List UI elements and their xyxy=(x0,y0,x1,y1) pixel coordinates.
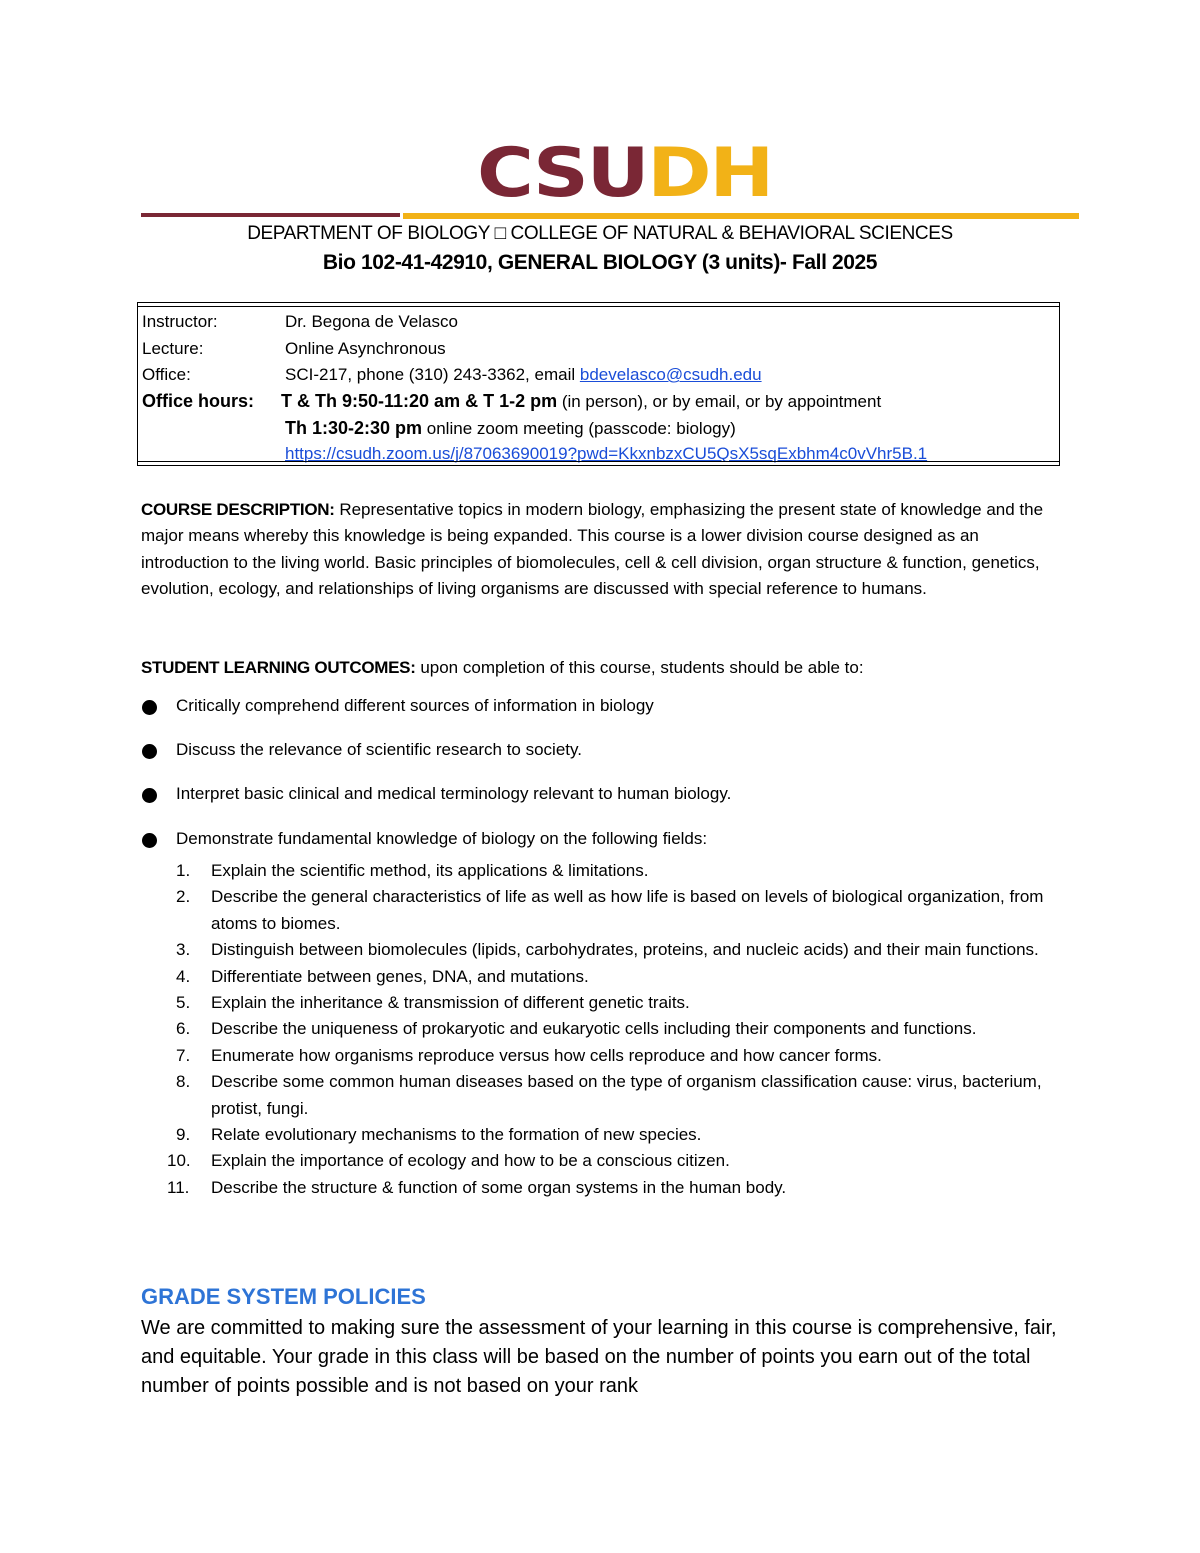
list-item-number: 11. xyxy=(167,1177,190,1197)
list-item xyxy=(141,1043,1061,1069)
office-hours-value xyxy=(281,390,881,413)
list-item-text: Describe the general characteristics of life as well as how life is based on levels of biological organization, from atoms to biomes. xyxy=(211,887,1044,933)
biology-fields-list xyxy=(141,858,1061,1201)
list-item xyxy=(141,1148,1061,1174)
department-line: DEPARTMENT OF BIOLOGY □ COLLEGE OF NATURAL & BEHAVIORAL SCIENCES xyxy=(247,223,953,244)
list-item-text: Explain the scientific method, its applications & limitations. xyxy=(211,861,649,880)
list-item-text: Enumerate how organisms reproduce versus how cells reproduce and how cancer forms. xyxy=(211,1045,882,1065)
grade-system-text: We are committed to making sure the assessment of your learning in this course is comprehensive, fair, and equitable. Your grade in this class will be based on the number of points you earn out of the total number of points possible and is not based on your rank xyxy=(141,1317,1057,1397)
list-item xyxy=(141,858,1061,884)
list-item-number: 1. xyxy=(176,861,191,880)
course-description xyxy=(141,497,1061,603)
list-item xyxy=(141,1069,1061,1122)
office-hours-label: Office hours: xyxy=(142,391,255,411)
list-item xyxy=(141,1122,1061,1148)
bullet-icon xyxy=(142,700,157,715)
list-item-text: Describe the structure & function of some organ systems in the human body. xyxy=(211,1177,787,1197)
list-item-text: Explain the inheritance & transmission of different genetic traits. xyxy=(211,993,690,1013)
list-item-number: 4. xyxy=(176,966,191,986)
course-title: Bio 102-41-42910, GENERAL BIOLOGY (3 units)- Fall 2025 xyxy=(322,251,878,274)
zoom-meeting-link[interactable]: https://csudh.zoom.us/j/87063690019?pwd=KkxnbzxCU5QsX5sqExbhm4c0vVhr5B.1 xyxy=(285,444,928,463)
list-item-text: Describe some common human diseases based on the type of organism classification cause: virus, bacterium, protist, fungi. xyxy=(211,1072,1042,1118)
list-item-number: 9. xyxy=(176,1125,191,1145)
list-item-number: 2. xyxy=(176,887,191,907)
office-label: Office: xyxy=(142,365,191,384)
learning-outcomes-intro-text: upon completion of this course, students should be able to: xyxy=(415,658,864,677)
list-item-number: 5. xyxy=(176,993,191,1013)
lecture-value: Online Asynchronous xyxy=(285,339,446,358)
course-info-box xyxy=(137,302,1060,466)
learning-outcomes-intro xyxy=(141,655,1061,681)
list-item xyxy=(141,990,1061,1016)
bullet-icon xyxy=(142,788,157,803)
list-item-text: Explain the importance of ecology and how to be a conscious citizen. xyxy=(211,1151,730,1171)
list-item xyxy=(141,964,1061,990)
list-item-number: 8. xyxy=(176,1072,191,1092)
list-item-text: Relate evolutionary mechanisms to the formation of new species. xyxy=(211,1125,702,1145)
office-value-text: SCI-217, phone (310) 243-3362, email xyxy=(285,365,580,384)
header-maroon-rule xyxy=(141,213,400,217)
list-item-number: 10. xyxy=(167,1151,191,1171)
list-item xyxy=(141,1016,1061,1042)
header-gold-rule xyxy=(403,213,1079,219)
csudh-logo xyxy=(365,134,847,213)
office-email-link[interactable]: bdevelasco@csudh.edu xyxy=(579,365,762,384)
office-hours-times: T & Th 9:50-11:20 am & T 1-2 pm xyxy=(281,391,558,411)
list-item-text: Differentiate between genes, DNA, and mutations. xyxy=(211,966,589,986)
list-item xyxy=(141,884,1061,937)
outcome-bullet-text: Interpret basic clinical and medical terminology relevant to human biology. xyxy=(176,784,732,803)
outcome-bullet-text: Discuss the relevance of scientific research to society. xyxy=(176,740,582,759)
logo-csu-text: CSU xyxy=(477,134,648,213)
zoom-hours-times: Th 1:30-2:30 pm xyxy=(285,418,423,438)
office-hours-note: (in person), or by email, or by appointment xyxy=(557,392,882,411)
course-description-heading: COURSE DESCRIPTION: xyxy=(141,500,335,519)
logo-dh-text: DH xyxy=(647,134,772,213)
list-item xyxy=(141,937,1061,963)
list-item-number: 6. xyxy=(176,1019,191,1039)
bullet-icon xyxy=(142,833,157,848)
list-item xyxy=(141,1175,1061,1201)
list-item-text: Distinguish between biomolecules (lipids, carbohydrates, proteins, and nucleic acids) and their main functions. xyxy=(211,940,1039,960)
learning-outcomes-heading: STUDENT LEARNING OUTCOMES: xyxy=(141,658,416,677)
logo-wordmark xyxy=(477,134,772,213)
outcome-bullet-text: Critically comprehend different sources of information in biology xyxy=(176,696,654,715)
office-value xyxy=(285,364,762,386)
zoom-hours-note: online zoom meeting (passcode: biology) xyxy=(422,419,736,438)
course-description-text: Representative topics in modern biology, emphasizing the present state of knowledge and the major means whereby this knowledge is being expanded. This course is a lower division course designed as an introduction to the living world. Basic principles of biomolecules, cell & cell division, organ structure & function, genetics, evolution, ecology, and relationships of living organisms are discussed with special reference to humans. xyxy=(141,500,1044,599)
instructor-value: Dr. Begona de Velasco xyxy=(285,312,458,331)
instructor-label: Instructor: xyxy=(142,312,218,331)
list-item-number: 3. xyxy=(176,940,191,960)
outcome-bullet-text: Demonstrate fundamental knowledge of biology on the following fields: xyxy=(176,829,708,848)
list-item-number: 7. xyxy=(176,1045,191,1065)
lecture-label: Lecture: xyxy=(142,339,204,358)
zoom-hours-value xyxy=(285,417,736,440)
list-item-text: Describe the uniqueness of prokaryotic and eukaryotic cells including their components and functions. xyxy=(211,1019,977,1039)
bullet-icon xyxy=(142,744,157,759)
grade-system-heading: GRADE SYSTEM POLICIES xyxy=(141,1284,426,1309)
